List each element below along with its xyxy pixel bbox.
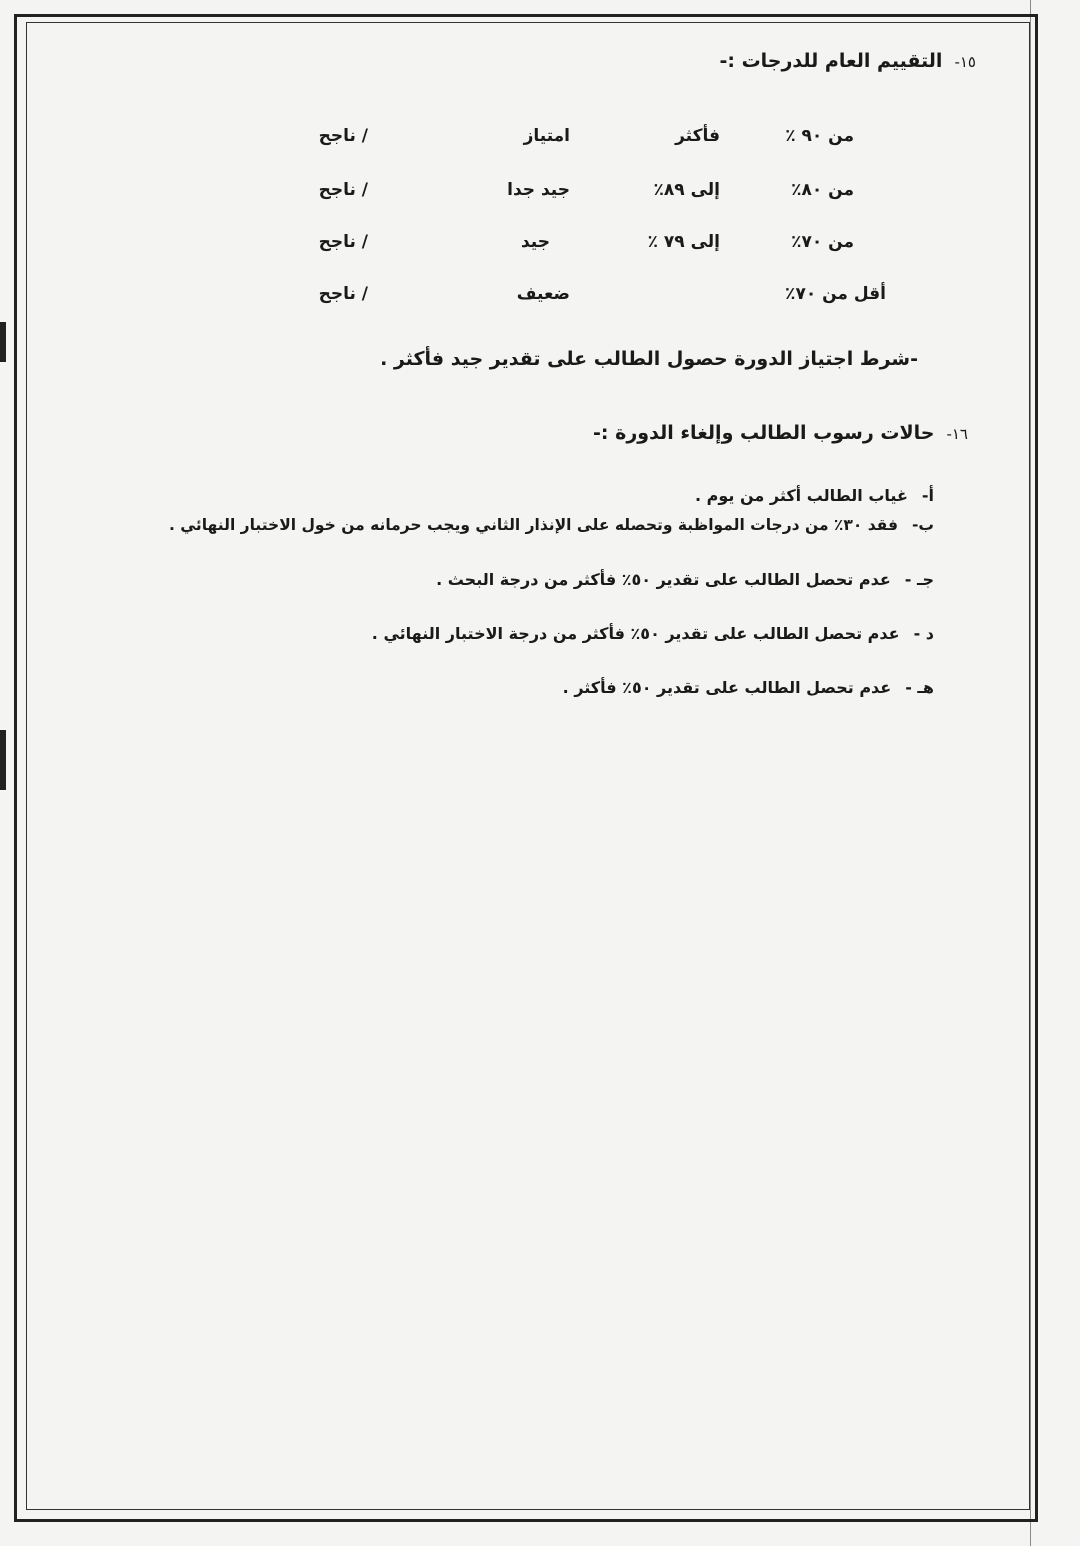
list-item xyxy=(695,486,934,505)
list-text: عدم تحصل الطالب على تقدير ٥٠٪ فأكثر من درجة الاختبار النهائي . xyxy=(371,624,900,643)
grade-label: امتياز xyxy=(523,126,570,146)
grade-range: أقل من ٧٠٪ xyxy=(785,284,886,304)
scan-edge-mark xyxy=(0,322,6,362)
grade-label: جيد جدا xyxy=(507,180,570,200)
grade-range: من ٧٠٪ xyxy=(791,232,854,252)
list-marker: د - xyxy=(913,624,934,643)
grade-range: من ٩٠ ٪ xyxy=(785,126,854,146)
grade-result: / ناجح xyxy=(318,284,368,304)
grade-label: جيد xyxy=(520,232,550,252)
grade-range: من ٨٠٪ xyxy=(791,180,854,200)
list-item xyxy=(169,516,934,534)
list-marker: أ- xyxy=(921,486,934,505)
section-16-title: حالات رسوب الطالب وإلغاء الدورة :- xyxy=(593,422,935,444)
list-item xyxy=(436,570,934,589)
list-marker: ب- xyxy=(911,516,934,534)
list-marker: هـ - xyxy=(905,678,934,697)
list-text: غياب الطالب أكثر من يوم . xyxy=(695,486,908,505)
scan-edge-mark xyxy=(0,730,6,790)
section-15-title: التقييم العام للدرجات :- xyxy=(719,50,943,72)
grade-label: ضعيف xyxy=(516,284,570,304)
grade-to: إلى ٧٩ ٪ xyxy=(647,232,720,252)
list-item xyxy=(563,678,934,697)
list-marker: جـ - xyxy=(904,570,934,589)
section-15-number: ١٥- xyxy=(954,53,976,71)
grade-to: إلى ٨٩٪ xyxy=(653,180,720,200)
section-16-heading xyxy=(593,422,968,444)
section-15-heading xyxy=(719,50,976,72)
list-item xyxy=(372,624,934,643)
list-text: عدم تحصل الطالب على تقدير ٥٠٪ فأكثر . xyxy=(562,678,892,697)
list-text: عدم تحصل الطالب على تقدير ٥٠٪ فأكثر من درجة البحث . xyxy=(436,570,891,589)
pass-condition: -شرط اجتياز الدورة حصول الطالب على تقدير جيد فأكثر . xyxy=(380,348,918,370)
list-text: فقد ٣٠٪ من درجات المواظبة وتحصله على الإنذار الثاني ويجب حرمانه من خول الاختبار النهائي . xyxy=(168,516,898,534)
grades-table xyxy=(290,118,900,318)
grade-result: / ناجح xyxy=(318,180,368,200)
grade-result: / ناجح xyxy=(318,232,368,252)
section-16-number: ١٦- xyxy=(946,425,968,443)
grade-to: فأكثر xyxy=(675,126,720,146)
grade-result: / ناجح xyxy=(318,126,368,146)
